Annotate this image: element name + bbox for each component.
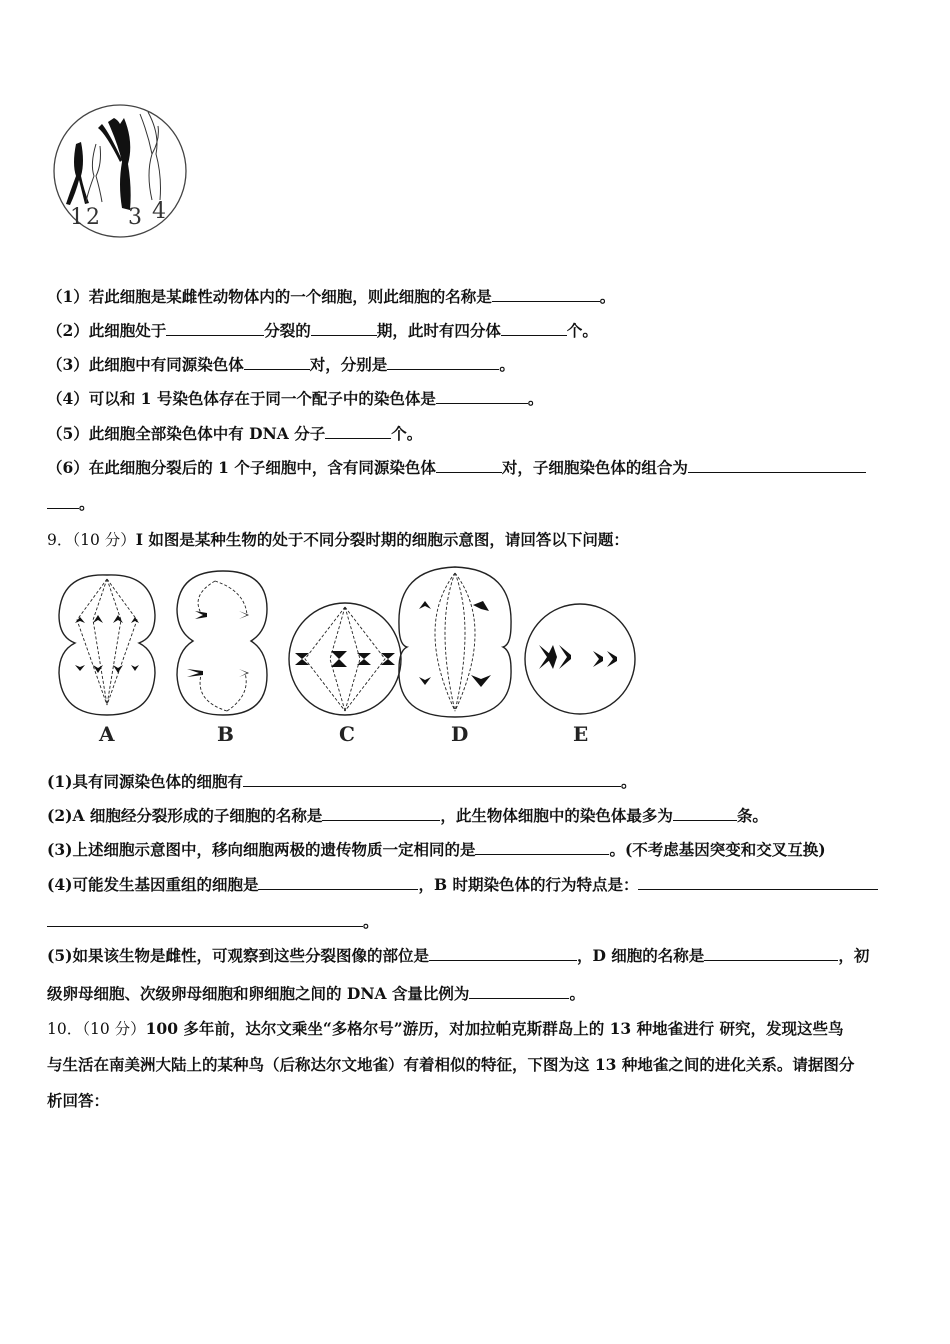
cell-division-figure — [55, 565, 645, 745]
answer-blank[interactable] — [688, 458, 866, 473]
cell-label-b: B — [217, 722, 234, 745]
chromosome-1 — [66, 142, 89, 205]
question-number: 10．（10 分） — [47, 1020, 146, 1038]
answer-blank[interactable] — [243, 772, 621, 787]
q9-stem: 9．（10 分）I 如图是某种生物的处于不同分裂时期的细胞示意图，请回答以下问题： — [47, 530, 629, 549]
cell-a-spindle — [77, 579, 137, 705]
answer-blank[interactable] — [638, 875, 878, 890]
q9-sub5-continued: 级卵母细胞、次级卵母细胞和卵细胞之间的 DNA 含量比例为 。 — [47, 984, 585, 1003]
cell-d-chromosomes — [419, 601, 491, 687]
answer-blank[interactable] — [325, 424, 391, 439]
cell-b-spindle — [198, 581, 247, 711]
cell-e-membrane — [525, 604, 635, 714]
answer-blank[interactable] — [429, 946, 577, 961]
q8-part2: （2）此细胞处于 分裂的 期，此时有四分体 个。 — [47, 321, 598, 340]
cell-a-membrane — [59, 575, 155, 715]
cell-b-membrane — [177, 571, 267, 715]
cell-d-spindle — [435, 573, 475, 711]
cell-d-membrane — [399, 567, 511, 717]
q9-sub4: (4)可能发生基因重组的细胞是 ，B 时期染色体的行为特点是： — [47, 875, 907, 895]
answer-blank[interactable] — [322, 806, 440, 821]
answer-blank[interactable] — [436, 458, 502, 473]
q8-part6-continued: 。 — [47, 494, 907, 514]
cell-e-chromosomes — [539, 645, 617, 669]
cell-b-chromosomes — [187, 611, 249, 677]
chromosome-cell-figure — [48, 104, 193, 239]
cell-label-e: E — [573, 722, 589, 745]
q9-sub2: (2)A 细胞经分裂形成的子细胞的名称是 ，此生物体细胞中的染色体最多为 条。 — [47, 806, 768, 825]
answer-blank[interactable] — [475, 840, 609, 855]
cell-label-c: C — [339, 722, 355, 745]
answer-blank[interactable] — [704, 946, 838, 961]
answer-blank[interactable] — [387, 355, 499, 370]
q8-part6: （6）在此细胞分裂后的 1 个子细胞中，含有同源染色体 对，子细胞染色体的组合为 — [47, 458, 907, 478]
chromosome-4 — [140, 112, 161, 200]
answer-blank[interactable] — [166, 321, 264, 336]
answer-blank[interactable] — [469, 984, 569, 999]
cell-c-membrane — [289, 603, 401, 715]
q9-sub4-continued: 。 — [47, 912, 907, 932]
q9-sub1: (1)具有同源染色体的细胞有 。 — [47, 772, 637, 791]
cell-label-d: D — [451, 722, 469, 745]
cell-label-a: A — [99, 722, 115, 745]
chromosome-label-3: 3 — [128, 205, 142, 230]
cell-c-spindle — [305, 607, 385, 711]
chromosome-2 — [86, 144, 102, 202]
chromosome-3 — [98, 118, 131, 210]
q8-part5: （5）此细胞全部染色体中有 DNA 分子 个。 — [47, 424, 423, 443]
q9-sub5: (5)如果该生物是雌性，可观察到这些分裂图像的部位是 ，D 细胞的名称是 ，初 — [47, 946, 870, 965]
cell-a-chromosomes — [75, 615, 139, 673]
answer-blank[interactable] — [47, 912, 363, 927]
q8-part1: （1）若此细胞是某雌性动物体内的一个细胞，则此细胞的名称是 。 — [47, 287, 616, 306]
q9-sub3: (3)上述细胞示意图中，移向细胞两极的遗传物质一定相同的是 。(不考虑基因突变和交叉互换) — [47, 840, 826, 859]
answer-blank[interactable] — [673, 806, 737, 821]
answer-blank[interactable] — [47, 494, 79, 509]
cell-c-chromosomes — [295, 651, 395, 667]
q10-line1: 10．（10 分）100 多年前，达尔文乘坐“多格尔号”游历，对加拉帕克斯群岛上的 13 种地雀进行 研究，发现这些鸟 — [47, 1019, 844, 1038]
question-number: 9．（10 分） — [47, 531, 136, 549]
chromosome-label-1: 1 — [70, 205, 84, 230]
answer-blank[interactable] — [258, 875, 418, 890]
q10-line3: 析回答： — [47, 1091, 110, 1110]
answer-blank[interactable] — [244, 355, 310, 370]
chromosome-label-2: 2 — [86, 205, 100, 230]
answer-blank[interactable] — [501, 321, 567, 336]
answer-blank[interactable] — [311, 321, 377, 336]
chromosome-label-4: 4 — [152, 199, 166, 224]
q8-part3: （3）此细胞中有同源染色体 对，分别是 。 — [47, 355, 515, 374]
q10-line2: 与生活在南美洲大陆上的某种鸟（后称达尔文地雀）有着相似的特征，下图为这 13 种地雀之间的进化关系。请据图分 — [47, 1055, 855, 1074]
answer-blank[interactable] — [436, 389, 528, 404]
answer-blank[interactable] — [492, 287, 600, 302]
q8-part4: （4）可以和 1 号染色体存在于同一个配子中的染色体是 。 — [47, 389, 544, 408]
